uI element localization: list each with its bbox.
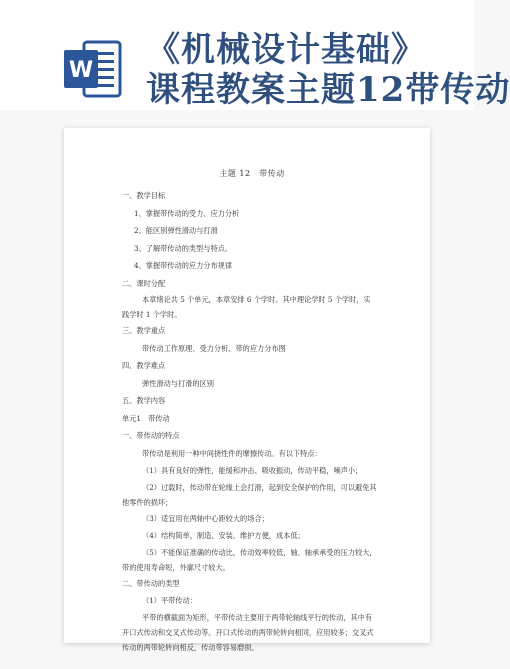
paragraph-line: 践学时 1 个学时。 <box>122 310 182 319</box>
list-item: （3）适宜用在两轴中心距较大的场合； <box>142 513 269 523</box>
paragraph-line: 本章绪论共 5 个单元，本章安排 6 个学时。其中理论学时 5 个学时，实 <box>142 295 371 304</box>
list-item: （1）平带传动： <box>142 596 197 605</box>
banner-title-line-1: 《机械设计基础》 <box>146 30 426 70</box>
document-page <box>64 128 430 652</box>
list-item: （5）不能保证准确的传动比，传动效率较低，轴、轴承承受的压力较大， <box>142 547 377 557</box>
section-heading: 二、课时分配 <box>122 278 166 288</box>
list-item: （2）过载时，传动带在轮缘上会打滑，起到安全保护的作用，可以避免其 <box>142 482 377 492</box>
list-item: （1）具有良好的弹性，能缓和冲击、吸收振动，传动平稳，噪声小； <box>142 466 363 475</box>
document-title: 主题 12 带传动 <box>219 169 285 178</box>
paragraph-line: 带传动工作原理、受力分析、带的应力分布图 <box>142 343 286 353</box>
banner-title-line-2: 课程教案主题12带传动 <box>146 70 510 110</box>
unit-heading: 单元1 带传动 <box>122 413 170 423</box>
section-heading: 五、教学内容 <box>122 396 166 405</box>
section-heading: 四、教学难点 <box>122 361 166 370</box>
paragraph-line: 平带的横截面为矩形，平带传动主要用于两带轮轴线平行的传动，其中有 <box>142 612 373 622</box>
paragraph-line: 弹性滑动与打滑的区别 <box>142 378 214 388</box>
word-document-icon <box>62 38 124 100</box>
list-item: （4）结构简单，制造、安装、维护方便，成本低； <box>142 531 305 540</box>
paragraph-line: 带传动是利用一种中间挠性件的摩擦传动。有以下特点： <box>142 448 322 458</box>
svg-text:W: W <box>68 58 94 83</box>
list-item: 1、掌握带传动的受力、应力分析 <box>134 208 240 218</box>
paragraph-line: 开口式传动和交叉式传动等。开口式传动的两带轮转向相同，应用较多；交叉式 <box>122 627 374 637</box>
section-heading: 一、教学目标 <box>122 191 166 200</box>
paragraph-line: 带的使用寿命短，外廓尺寸较大。 <box>122 562 230 572</box>
section-heading: 一、带传动的特点 <box>122 431 180 440</box>
paragraph-line: 传动的两带轮转向相反，传动带容易磨损。 <box>122 642 259 652</box>
section-heading: 二、带传动的类型 <box>122 578 180 588</box>
document-body <box>122 168 422 655</box>
title-banner <box>0 0 510 110</box>
list-item: 4、掌握带传动的应力分布规律 <box>134 261 233 270</box>
list-item: 2、能区别弹性滑动与打滑 <box>134 226 218 235</box>
list-item: 3、了解带传动的类型与特点。 <box>134 243 233 253</box>
section-heading: 三、教学重点 <box>122 326 166 335</box>
paragraph-line: 他零件的损坏； <box>122 497 173 507</box>
